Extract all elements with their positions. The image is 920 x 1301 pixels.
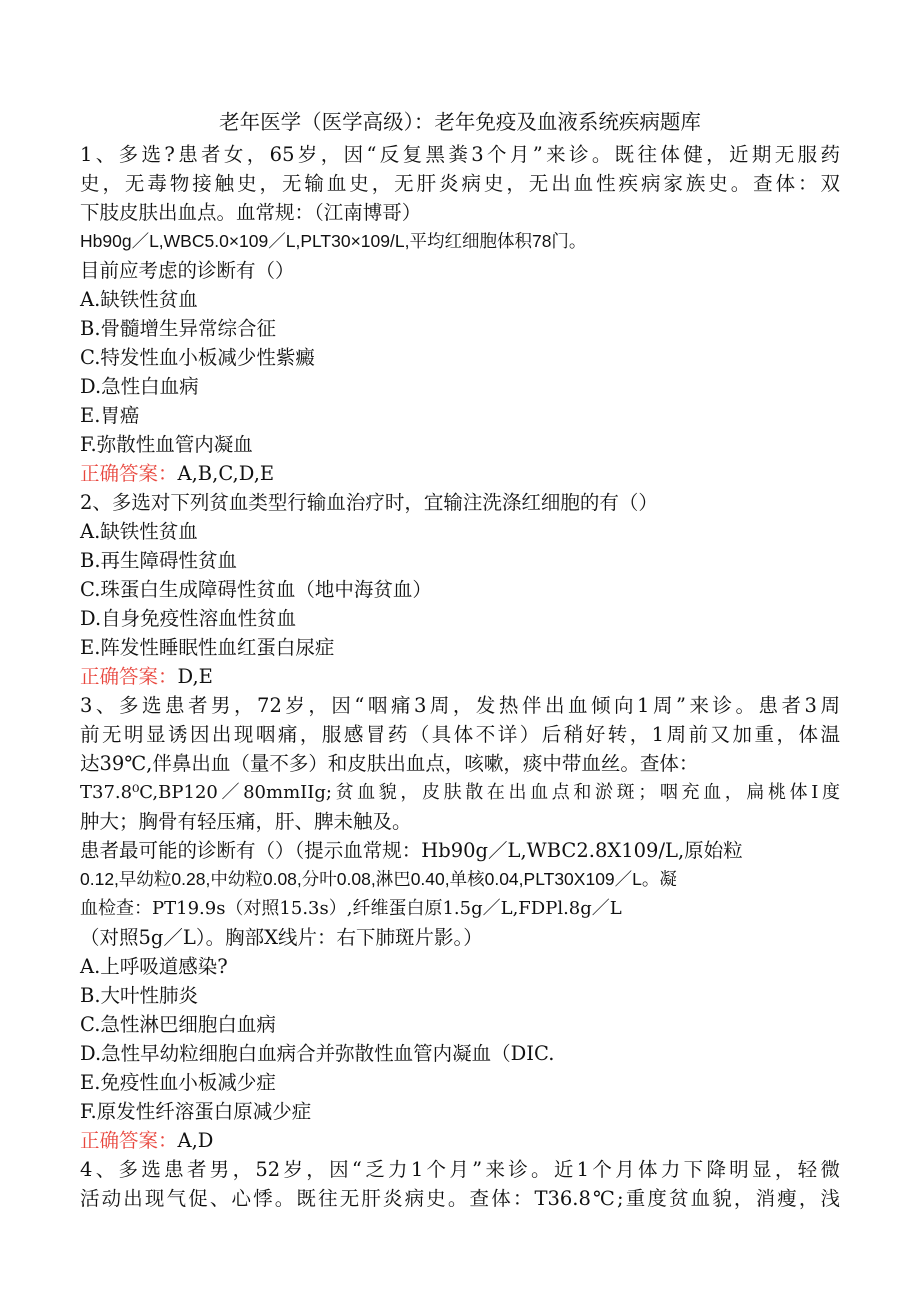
q1-option-b: B.骨髓增生异常综合征 bbox=[80, 317, 277, 340]
q3-option-b: B.大叶性肺炎 bbox=[80, 984, 199, 1007]
q1-option-f: F.弥散性血管内凝血 bbox=[80, 433, 253, 456]
answer-value: D,E bbox=[177, 665, 213, 688]
q3-answer bbox=[80, 1126, 840, 1155]
q3-stem-line-6: 患者最可能的诊断有（）（提示血常规：Hb90g／L,WBC2.8X109/L,原始粒 bbox=[80, 839, 743, 862]
answer-value: A,B,C,D,E bbox=[177, 462, 275, 485]
q1-stem-line-1: 1、多选?患者女，65岁，因“反复黑粪3个月”来诊。既往体健，近期无服药 bbox=[80, 143, 840, 166]
q3-stem-line-1: 3、多选患者男，72岁，因“咽痛3周，发热伴出血倾向1周”来诊。患者3周 bbox=[80, 694, 840, 717]
page-title: 老年医学（医学高级）：老年免疫及血液系统疾病题库 bbox=[219, 110, 701, 134]
q2-option-e: E.阵发性睡眠性血红蛋白尿症 bbox=[80, 636, 335, 659]
q3-option-a: A.上呼吸道感染? bbox=[80, 955, 228, 978]
q1-stem-line-3: 下肢皮肤出血点。血常规：（江南博哥） bbox=[80, 201, 422, 224]
answer-label: 正确答案： bbox=[80, 1129, 178, 1152]
q2-option-b: B.再生障碍性贫血 bbox=[80, 549, 238, 572]
q3-stem-line-7: 0.12,早幼粒0.28,中幼粒0.08,分叶0.08,淋巴0.40,单核0.04,PLT30X109／L。凝 bbox=[80, 869, 677, 889]
q1-answer bbox=[80, 459, 840, 488]
q1-stem-line-4: Hb90g／L,WBC5.0×109／L,PLT30×109/L,平均红细胞体积78门。 bbox=[80, 231, 587, 251]
q1-option-d: D.急性白血病 bbox=[80, 375, 199, 398]
q2-option-d: D.自身免疫性溶血性贫血 bbox=[80, 607, 297, 630]
q1-option-c: C.特发性血小板减少性紫癜 bbox=[80, 346, 315, 369]
q4-stem-line-2: 活动出现气促、心悸。既往无肝炎病史。查体：T36.8℃;重度贫血貌，消瘦，浅 bbox=[80, 1187, 840, 1210]
q3-stem-line-4: T37.8⁰C,BP120／80mmIIg;贫血貌，皮肤散在出血点和淤斑；咽充血，扁桃体I度 bbox=[80, 782, 840, 803]
q1-option-a: A.缺铁性贫血 bbox=[80, 288, 198, 311]
answer-label: 正确答案： bbox=[80, 462, 178, 485]
q3-stem-line-5: 肿大；胸骨有轻压痛，肝、脾未触及。 bbox=[80, 810, 412, 833]
q4-stem-line-1: 4、多选患者男，52岁，因“乏力1个月”来诊。近1个月体力下降明显，轻微 bbox=[80, 1158, 840, 1181]
q3-stem-line-9: （对照5g／L）。胸部X线片：右下肺斑片影。） bbox=[80, 926, 483, 949]
q3-option-d: D.急性早幼粒细胞白血病合并弥散性血管内凝血（DIC. bbox=[80, 1042, 555, 1065]
q1-stem-line-2: 史，无毒物接触史，无输血史，无肝炎病史，无出血性疾病家族史。查体：双 bbox=[80, 172, 840, 195]
q1-option-e: E.胃癌 bbox=[80, 404, 140, 427]
q3-option-f: F.原发性纤溶蛋白原减少症 bbox=[80, 1100, 312, 1123]
q2-option-a: A.缺铁性贫血 bbox=[80, 520, 198, 543]
answer-value: A,D bbox=[177, 1129, 214, 1152]
q2-option-c: C.珠蛋白生成障碍性贫血（地中海贫血） bbox=[80, 578, 432, 601]
q2-stem-line-1: 2、多选对下列贫血类型行输血治疗时，宜输注洗涤红细胞的有（） bbox=[80, 491, 658, 514]
q2-answer bbox=[80, 662, 840, 691]
answer-label: 正确答案： bbox=[80, 665, 178, 688]
q1-stem-line-5: 目前应考虑的诊断有（） bbox=[80, 259, 295, 282]
q3-option-c: C.急性淋巴细胞白血病 bbox=[80, 1013, 276, 1036]
q3-option-e: E.免疫性血小板减少症 bbox=[80, 1071, 276, 1094]
q3-stem-line-2: 前无明显诱因出现咽痛，服感冒药（具体不详）后稍好转，1周前又加重，体温 bbox=[80, 723, 840, 746]
q3-stem-line-3: 达39℃,伴鼻出血（量不多）和皮肤出血点，咳嗽，痰中带血丝。查体： bbox=[80, 752, 699, 775]
q3-stem-line-8: 血检查：PT19.9s（对照15.3s）,纤维蛋白原1.5g／L,FDPl.8g／L bbox=[80, 898, 622, 919]
